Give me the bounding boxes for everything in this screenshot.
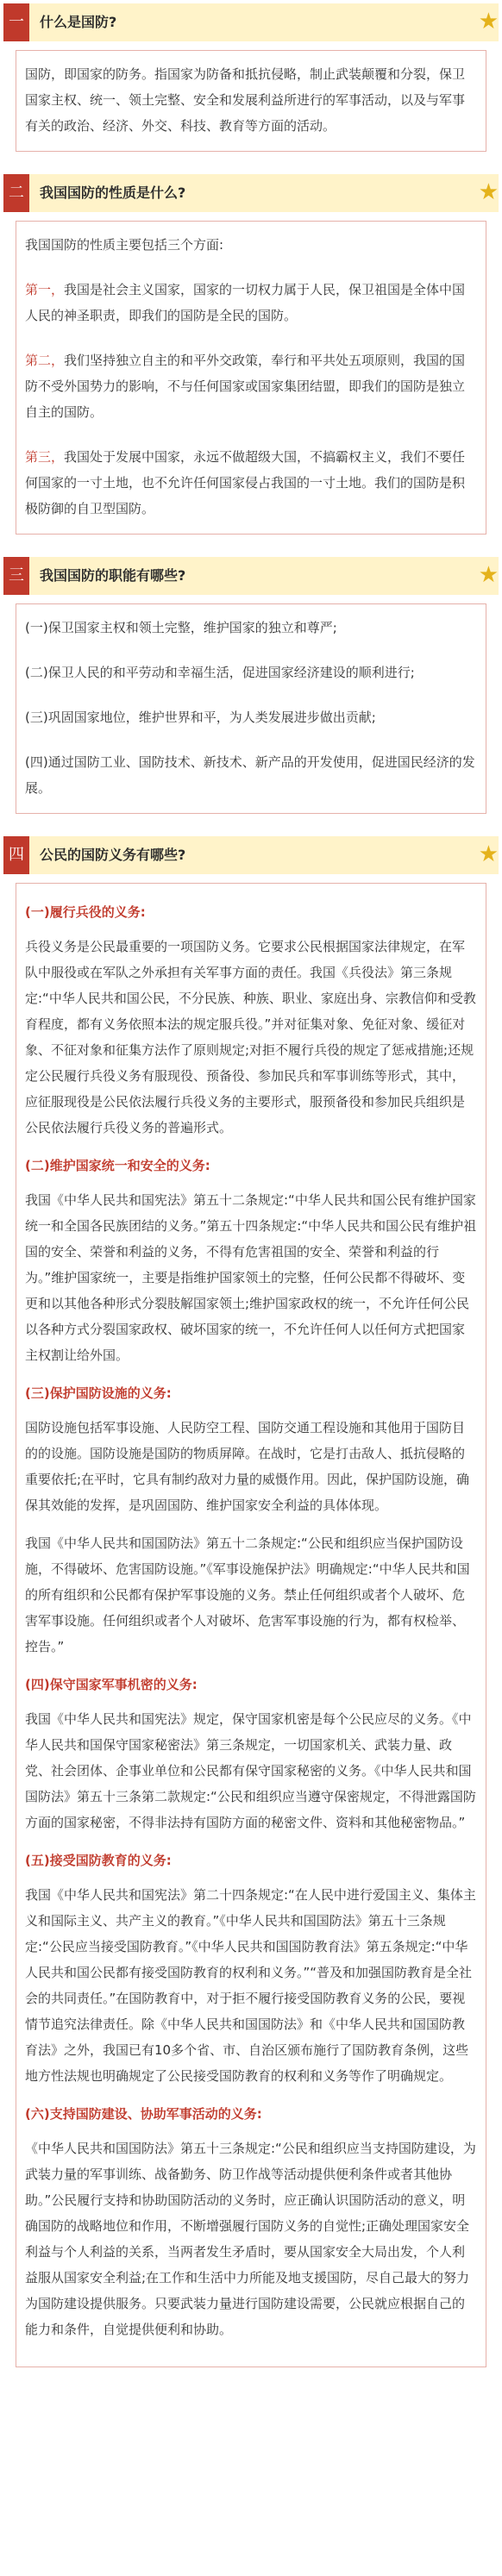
star-icon: ★ [478,841,499,867]
section-number: 二 [3,174,29,212]
section-what-is-defense [0,3,502,152]
item-text: 我们坚持独立自主的和平外交政策，奉行和平共处五项原则，我国的国防不受外国势力的影响，不与任何国家或国家集团结盟，即我们的国防是独立自主的国防。 [25,353,466,420]
star-icon: ★ [478,562,499,588]
paragraph: 我国《中华人民共和国国防法》第五十二条规定:“公民和组织应当保护国防设施，不得破坏、危害国防设施。”《军事设施保护法》明确规定:“中华人民共和国的所有组织和公民都有保护军事设施的义务。禁止任何组织或者个人破坏、危害军事设施。任何组织或者个人对破坏、危害军事设施的行为，都有权检举、控告。” [25,1535,470,1654]
section-body [16,883,486,2367]
subsection-title: (四)保守国家军事机密的义务: [25,1677,198,1692]
paragraph: 兵役义务是公民最重要的一项国防义务。它要求公民根据国家法律规定，在军队中服役或在军队之外承担有关军事方面的责任。我国《兵役法》第三条规定:“中华人民共和国公民，不分民族、种族、职业、家庭出身、宗教信仰和受教育程度，都有义务依照本法的规定服兵役。”并对征集对象、免征对象、缓征对象、不征对象和征集方法作了原则规定;对拒不履行兵役的规定了惩戒措施;还规定公民履行兵役义务有服现役、预备役、参加民兵和军事训练等形式，其中，应征服现役是公民依法履行兵役义务的主要形式，服预备役和参加民兵组织是公民依法履行兵役义务的普遍形式。 [25,939,476,1135]
item-text: 我国是社会主义国家，国家的一切权力属于人民，保卫祖国是全体中国人民的神圣职责，即我们的国防是全民的国防。 [25,282,466,323]
subsection-title: (二)维护国家统一和安全的义务: [25,1158,210,1173]
star-icon: ★ [478,179,499,205]
list-item: (四)通过国防工业、国防技术、新技术、新产品的开发使用，促进国民经济的发展。 [25,754,475,796]
subsection-title: (三)保护国防设施的义务: [25,1385,172,1401]
section-header [3,836,499,874]
paragraph [25,444,477,522]
section-header [3,557,499,595]
section-header [3,174,499,212]
item-lead: 第二， [25,353,65,368]
paragraph [25,347,477,425]
paragraph: 国防，即国家的防务。指国家为防备和抵抗侵略，制止武装颠覆和分裂，保卫国家主权、统一、领土完整、安全和发展利益所进行的军事活动，以及与军事有关的政治、经济、外交、科技、教育等方面的活动。 [25,66,466,134]
star-icon: ★ [478,9,499,34]
item-lead: 第三， [25,449,65,465]
subsection-title: (五)接受国防教育的义务: [25,1853,172,1868]
section-header [3,3,499,41]
section-number: 三 [3,557,29,595]
paragraph: 我国《中华人民共和国宪法》规定，保守国家机密是每个公民应尽的义务。《中华人民共和国保守国家秘密法》第三条规定，一切国家机关、武装力量、政党、社会团体、企事业单位和公民都有保守国家秘密的义务。《中华人民共和国国防法》第五十三条第二款规定:“公民和组织应当遵守保密规定，不得泄露国防方面的国家秘密，不得非法持有国防方面的秘密文件、资料和其他秘密物品。” [25,1711,476,1830]
list-item: (三)巩固国家地位，维护世界和平，为人类发展进步做出贡献; [25,710,376,725]
list-item: (二)保卫人民的和平劳动和幸福生活，促进国家经济建设的顺利进行; [25,665,415,680]
section-number: 一 [3,3,29,41]
list-item: (一)保卫国家主权和领土完整，维护国家的独立和尊严; [25,620,337,635]
section-title: 我国国防的职能有哪些? [40,567,186,584]
section-citizen-obligations [0,836,502,2367]
paragraph: 国防设施包括军事设施、人民防空工程、国防交通工程设施和其他用于国防目的的设施。国防设施是国防的物质屏障。在战时，它是打击敌人、抵抗侵略的重要依托;在平时，它具有制约敌对力量的威慑作用。因此，保护国防设施，确保其效能的发挥，是巩固国防、维护国家安全利益的具体体现。 [25,1420,470,1513]
subsection-title: (一)履行兵役的义务: [25,904,146,920]
paragraph: 我国《中华人民共和国宪法》第二十四条规定:“在人民中进行爱国主义、集体主义和国际主义、共产主义的教育。”《中华人民共和国国防法》第五十三条规定:“公民应当接受国防教育。”《中华人民共和国国防教育法》第五条规定:“中华人民共和国公民都有接受国防教育的权利和义务。”“普及和加强国防教育是全社会的共同责任。”在国防教育中，对于拒不履行接受国防教育义务的公民，要视情节追究法律责任。除《中华人民共和国国防法》和《中华人民共和国国防教育法》之外，我国已有10多个省、市、自治区颁布施行了国防教育条例，这些地方性法规也明确规定了公民接受国防教育的权利和义务等作了明确规定。 [25,1887,476,2084]
subsection-title: (六)支持国防建设、协助军事活动的义务: [25,2106,262,2122]
item-lead: 第一， [25,282,65,297]
section-body [16,50,486,152]
section-defense-nature [0,174,502,535]
section-title: 公民的国防义务有哪些? [40,847,186,863]
paragraph-intro: 我国国防的性质主要包括三个方面: [25,237,224,253]
section-title: 我国国防的性质是什么? [40,184,186,201]
section-body [16,603,486,814]
paragraph: 《中华人民共和国国防法》第五十三条规定:“公民和组织应当支持国防建设，为武装力量的军事训练、战备勤务、防卫作战等活动提供便利条件或者其他协助。”公民履行支持和协助国防活动的义务时，应正确认识国防活动的意义，明确国防的战略地位和作用，不断增强履行国防义务的自觉性;正确处理国家安全利益与个人利益的关系，当两者发生矛盾时，要从国家安全大局出发，个人利益服从国家安全利益;在工作和生活中力所能及地支援国防，尽自己最大的努力为国防建设提供服务。只要武装力量进行国防建设需要，公民就应根据自己的能力和条件，自觉提供便利和协助。 [25,2141,476,2337]
paragraph: 我国《中华人民共和国宪法》第五十二条规定:“中华人民共和国公民有维护国家统一和全国各民族团结的义务。”第五十四条规定:“中华人民共和国公民有维护祖国的安全、荣誉和利益的义务，不得有危害祖国的安全、荣誉和利益的行为。”维护国家统一，主要是指维护国家领土的完整，任何公民都不得破坏、变更和以其他各种形式分裂肢解国家领土;维护国家政权的统一，不允许任何公民以各种方式分裂国家政权、破坏国家的统一，不允许任何人以任何方式把国家主权割让给外国。 [25,1192,477,1363]
section-number: 四 [3,836,29,874]
item-text: 我国处于发展中国家，永远不做超级大国，不搞霸权主义，我们不要任何国家的一寸土地，也不允许任何国家侵占我国的一寸土地。我们的国防是积极防御的自卫型国防。 [25,449,466,516]
section-body [16,221,486,535]
section-title: 什么是国防? [40,14,117,30]
section-defense-functions [0,557,502,814]
paragraph [25,277,477,328]
